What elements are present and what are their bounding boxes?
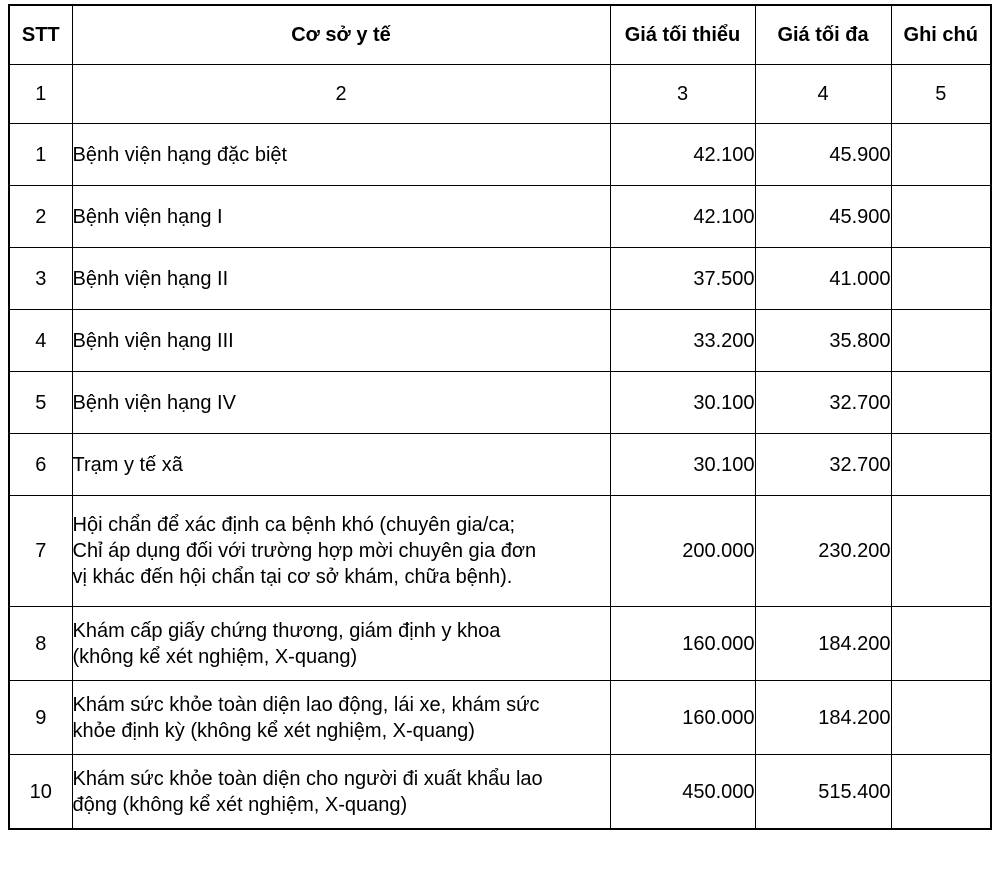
row-index: 5 (9, 372, 72, 434)
row-price-min: 30.100 (610, 372, 755, 434)
row-price-min: 33.200 (610, 310, 755, 372)
table-row (9, 310, 991, 372)
description-line: Chỉ áp dụng đối với trường hợp mời chuyên gia đơn (72, 540, 537, 562)
row-price-min: 160.000 (610, 681, 755, 755)
table-row (9, 248, 991, 310)
description-line: Hội chẩn để xác định ca bệnh khó (chuyên gia/ca; (72, 514, 516, 536)
row-index: 4 (9, 310, 72, 372)
column-number-max: 4 (755, 65, 891, 124)
row-price-min: 42.100 (610, 124, 755, 186)
row-note (891, 607, 991, 681)
table-header-row (9, 5, 991, 65)
row-index: 7 (9, 496, 72, 607)
description-line: Khám sức khỏe toàn diện cho người đi xuất khẩu lao (72, 767, 543, 790)
row-note (891, 496, 991, 607)
row-note (891, 124, 991, 186)
row-price-min: 37.500 (610, 248, 755, 310)
row-price-min: 42.100 (610, 186, 755, 248)
table-row (9, 607, 991, 681)
row-price-max: 184.200 (755, 607, 891, 681)
table-row (9, 496, 991, 607)
row-description (72, 607, 610, 681)
row-note (891, 681, 991, 755)
row-description (72, 372, 610, 434)
description-line: vị khác đến hội chẩn tại cơ sở khám, chữa bệnh). (72, 566, 513, 588)
row-price-min: 200.000 (610, 496, 755, 607)
row-price-min: 30.100 (610, 434, 755, 496)
row-note (891, 755, 991, 830)
table-row (9, 372, 991, 434)
row-price-max: 184.200 (755, 681, 891, 755)
row-note (891, 248, 991, 310)
column-header-min: Giá tối thiểu (610, 5, 755, 65)
row-description (72, 124, 610, 186)
description-line: Trạm y tế xã (72, 453, 183, 476)
description-line: Bệnh viện hạng II (72, 267, 229, 290)
row-price-max: 45.900 (755, 186, 891, 248)
row-price-max: 32.700 (755, 372, 891, 434)
row-index: 2 (9, 186, 72, 248)
row-index: 3 (9, 248, 72, 310)
table-row (9, 755, 991, 830)
row-description (72, 755, 610, 830)
column-header-max: Giá tối đa (755, 5, 891, 65)
column-number-row (9, 65, 991, 124)
row-price-min: 450.000 (610, 755, 755, 830)
table-row (9, 186, 991, 248)
column-header-stt: STT (9, 5, 72, 65)
row-price-max: 32.700 (755, 434, 891, 496)
column-number-min: 3 (610, 65, 755, 124)
table-row (9, 681, 991, 755)
column-header-desc: Cơ sở y tế (72, 5, 610, 65)
column-number-stt: 1 (9, 65, 72, 124)
row-note (891, 372, 991, 434)
row-index: 9 (9, 681, 72, 755)
row-index: 1 (9, 124, 72, 186)
row-note (891, 310, 991, 372)
column-number-desc: 2 (72, 65, 610, 124)
bang-gia-kham-benh-table (8, 4, 992, 830)
row-index: 10 (9, 755, 72, 830)
column-number-note: 5 (891, 65, 991, 124)
table-row (9, 434, 991, 496)
description-line: Khám sức khỏe toàn diện lao động, lái xe, khám sức (72, 693, 540, 716)
row-description (72, 186, 610, 248)
description-line: Bệnh viện hạng I (72, 205, 223, 228)
row-price-max: 35.800 (755, 310, 891, 372)
table-header (9, 5, 991, 124)
row-price-min: 160.000 (610, 607, 755, 681)
price-table-container (8, 4, 990, 830)
row-note (891, 434, 991, 496)
row-price-max: 41.000 (755, 248, 891, 310)
column-header-note: Ghi chú (891, 5, 991, 65)
row-price-max: 515.400 (755, 755, 891, 830)
description-line: khỏe định kỳ (không kể xét nghiệm, X-quang) (72, 719, 475, 742)
row-index: 6 (9, 434, 72, 496)
description-line: (không kể xét nghiệm, X-quang) (72, 645, 358, 668)
row-description (72, 310, 610, 372)
table-row (9, 124, 991, 186)
row-description (72, 434, 610, 496)
row-price-max: 230.200 (755, 496, 891, 607)
description-line: Khám cấp giấy chứng thương, giám định y khoa (72, 619, 501, 642)
row-note (891, 186, 991, 248)
description-line: Bệnh viện hạng III (72, 329, 234, 352)
row-description (72, 681, 610, 755)
row-description (72, 248, 610, 310)
description-line: động (không kể xét nghiệm, X-quang) (72, 793, 408, 816)
row-description (72, 496, 610, 607)
table-body (9, 124, 991, 830)
description-line: Bệnh viện hạng đặc biệt (72, 143, 288, 166)
description-line: Bệnh viện hạng IV (72, 391, 236, 414)
row-price-max: 45.900 (755, 124, 891, 186)
row-index: 8 (9, 607, 72, 681)
